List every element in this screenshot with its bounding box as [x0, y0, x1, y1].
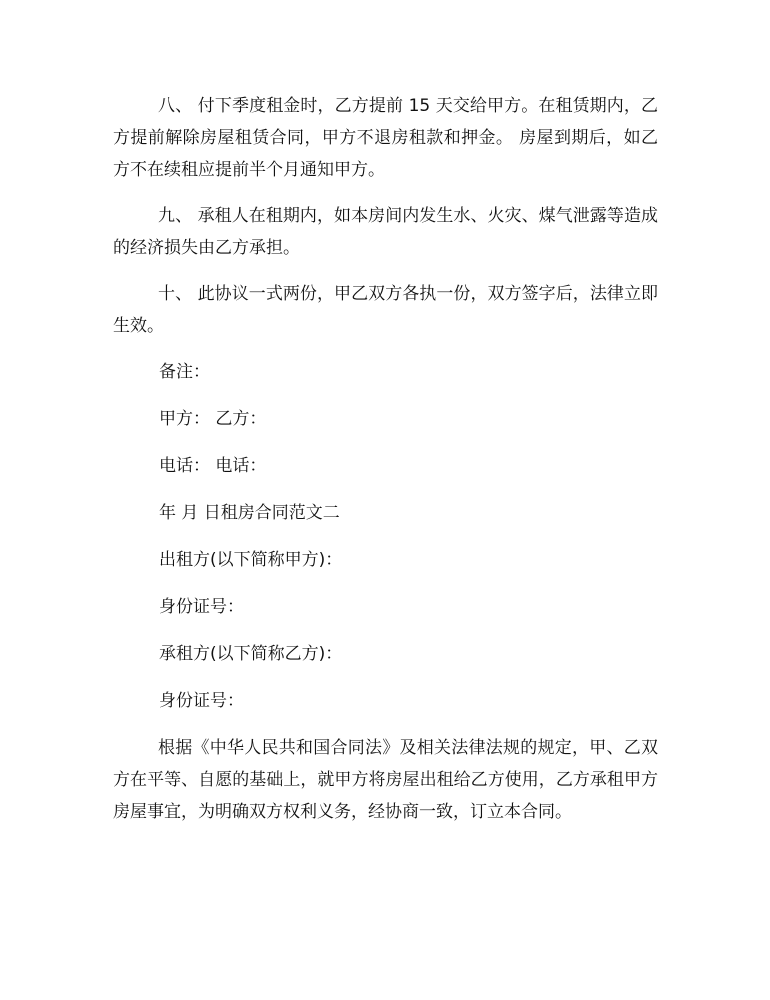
clause-10-paragraph: 十、 此协议一式两份，甲乙双方各执一份，双方签字后，法律立即生效。 — [113, 284, 658, 336]
closing-paragraph: 根据《中华人民共和国合同法》及相关法律法规的规定，甲、乙双方在平等、自愿的基础上，就甲方将房屋出租给乙方使用，乙方承租甲方房屋事宜，为明确双方权利义务，经协商一致，订立本合同。 — [113, 738, 658, 822]
contract-title-line: 年 月 日租房合同范文二 — [159, 503, 340, 523]
clause-9-paragraph: 九、 承租人在租期内，如本房间内发生水、火灾、煤气泄露等造成的经济损失由乙方承担。 — [113, 206, 658, 258]
lessee-line: 承租方(以下简称乙方)： — [159, 644, 343, 664]
phones-line: 电话： 电话： — [159, 456, 267, 476]
clause-8-paragraph: 八、 付下季度租金时，乙方提前 15 天交给甲方。在租赁期内，乙方提前解除房屋租赁合同，甲方不退房租款和押金。 房屋到期后，如乙方不在续租应提前半个月通知甲方。 — [113, 96, 658, 180]
parties-line: 甲方： 乙方： — [159, 409, 267, 429]
document-page — [113, 90, 658, 842]
lessor-id-line: 身份证号： — [159, 597, 244, 617]
remark-line: 备注： — [159, 362, 210, 382]
lessor-line: 出租方(以下简称甲方)： — [159, 550, 343, 570]
lessee-id-line: 身份证号： — [159, 691, 244, 711]
